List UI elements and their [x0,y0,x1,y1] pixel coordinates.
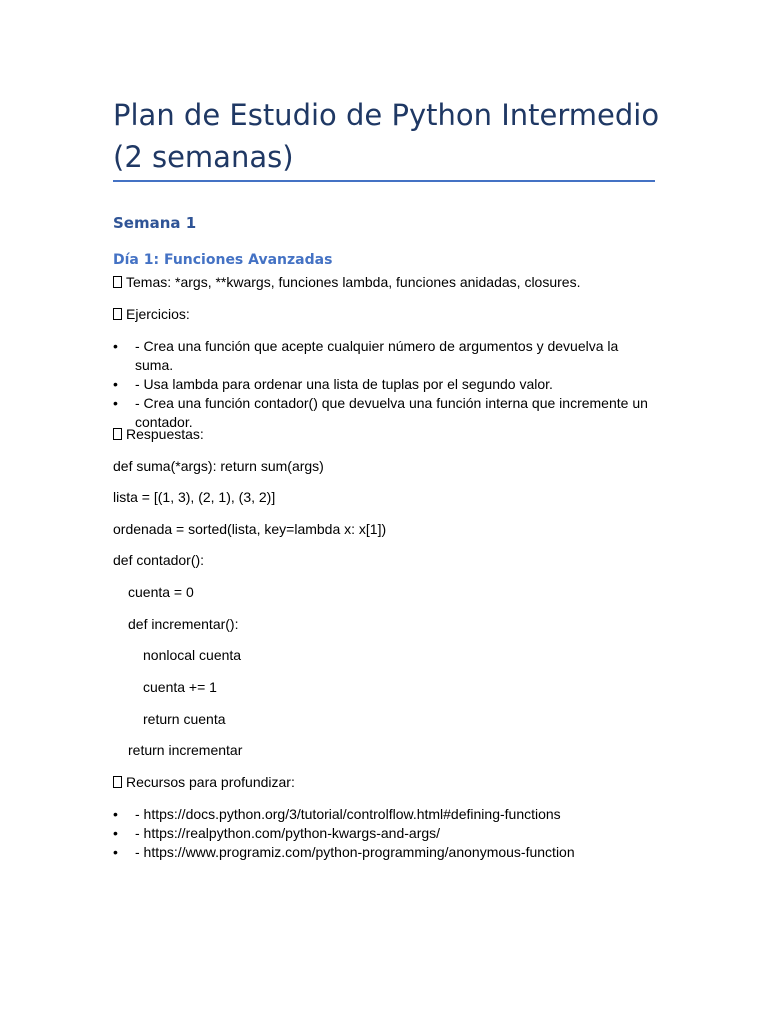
code-line: nonlocal cuenta [143,647,242,663]
missing-glyph-icon [113,776,122,788]
missing-glyph-icon [113,276,122,288]
resource-link: - https://realpython.com/python-kwargs-and-args/ [135,825,441,841]
ejercicios-list [113,337,658,432]
list-item [113,843,658,862]
code-line: return incrementar [128,742,243,758]
bullet-icon: • [113,825,118,841]
code-line: return cuenta [143,711,226,727]
list-item-text: - Crea una función que acepte cualquier número de argumentos y devuelva la suma. [135,338,619,373]
list-item [113,337,658,375]
code-line: cuenta = 0 [128,584,194,600]
respuestas-line [113,425,204,444]
list-item [113,805,658,824]
bullet-icon: • [113,806,118,822]
bullet-icon: • [113,395,118,411]
list-item-text: - Crea una función contador() que devuelva una función interna que incremente un contador. [135,395,648,430]
code-line: def contador(): [113,552,205,568]
resource-link: - https://www.programiz.com/python-programming/anonymous-function [135,844,575,860]
code-line: cuenta += 1 [143,679,217,695]
page-title: Plan de Estudio de Python Intermedio (2 semanas) [113,98,660,174]
code-line: lista = [(1, 3), (2, 1), (3, 2)] [113,489,276,505]
missing-glyph-icon [113,308,122,320]
title-underline [113,180,655,182]
missing-glyph-icon [113,428,122,440]
code-line: def suma(*args): return sum(args) [113,458,324,474]
list-item-text: - Usa lambda para ordenar una lista de tuplas por el segundo valor. [135,376,553,392]
day-heading: Día 1: Funciones Avanzadas [113,252,333,268]
respuestas-label: Respuestas: [126,426,204,442]
list-item [113,375,658,394]
bullet-icon: • [113,844,118,860]
recursos-line [113,773,295,792]
week-heading: Semana 1 [113,214,197,232]
recursos-label: Recursos para profundizar: [126,774,295,790]
ejercicios-label: Ejercicios: [126,306,190,322]
code-line: def incrementar(): [128,616,239,632]
recursos-list [113,805,658,862]
ejercicios-line [113,305,190,324]
list-item [113,824,658,843]
resource-link: - https://docs.python.org/3/tutorial/controlflow.html#defining-functions [135,806,561,822]
temas-text: Temas: *args, **kwargs, funciones lambda, funciones anidadas, closures. [126,274,581,290]
code-line: ordenada = sorted(lista, key=lambda x: x[1]) [113,521,387,537]
temas-line [113,273,580,292]
bullet-icon: • [113,376,118,392]
bullet-icon: • [113,338,118,354]
